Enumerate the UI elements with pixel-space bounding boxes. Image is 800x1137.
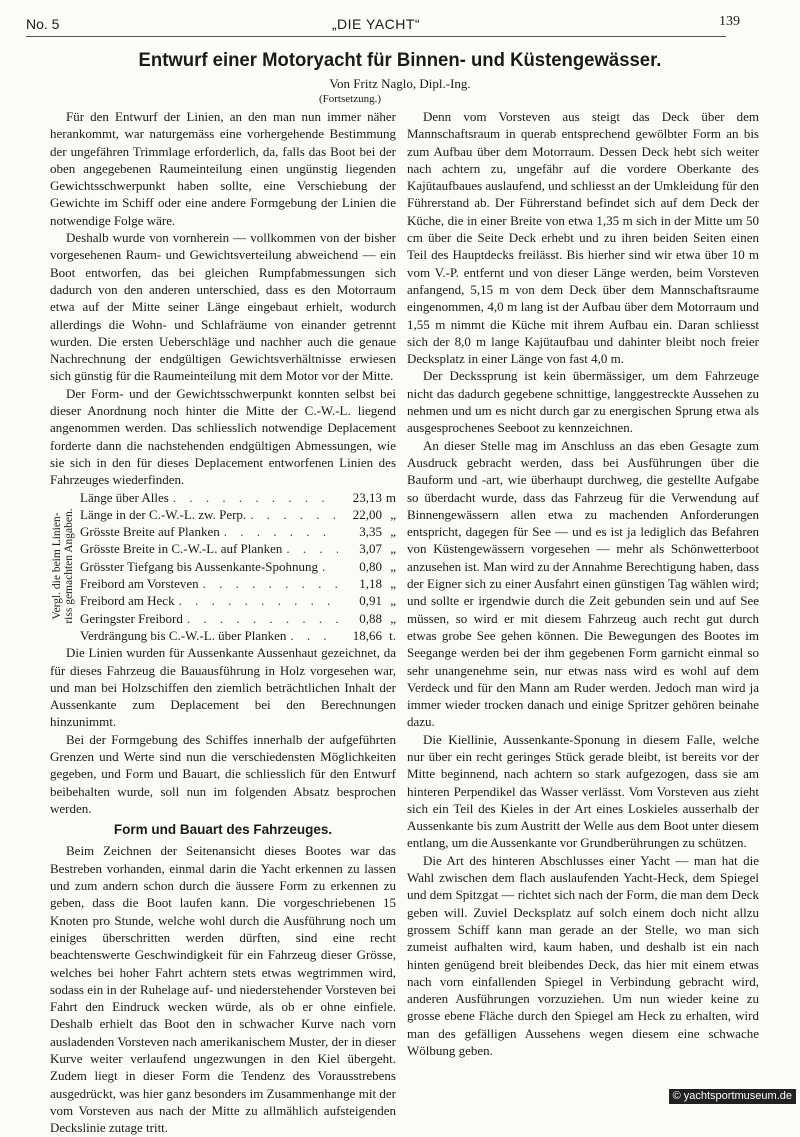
leader-dots [187,610,338,627]
leader-dots [250,506,338,523]
paragraph: Für den Entwurf der Linien, an den man nun immer näher herankommt, war naturgemäss eine vorhergehende Bestimmung der ungefähren Trimmlage erforderlich, da, falls das Boot bei der oben angegebenen Raumeinteilung einen ungünstig liegenden Gewichtsschwerpunkt haben sollte, eine Verschiebung der Gewichte im Schiff oder eine andere Formgebung der Linien die notwendige Folge wäre. [50,109,396,228]
page-number: 139 [719,14,740,29]
dimensions-table [50,489,396,645]
dimension-label: Länge in der C.-W.-L. zw. Perp. [80,506,247,522]
table-row [80,506,396,523]
table-row [80,575,396,592]
dimension-value: 23,13 [352,489,382,505]
dimension-value: 18,66 [352,627,382,643]
issue-number: No. 5 [26,16,60,32]
dimension-value: 0,80 [359,558,382,574]
continuation-note: (Fortsetzung.) [318,93,381,105]
leader-dots [224,523,338,540]
dimension-unit: m [385,489,396,505]
leader-dots [322,558,338,575]
magazine-name: „DIE YACHT“ [331,16,421,32]
paragraph: Beim Zeichnen der Seitenansicht dieses Bootes war das Bestreben vorhanden, einmal darin die Yacht erkennen zu lassen und zum andern schon durch die äussere Form zu erkennen zu geben, dass die Boot laufen kann. Die vorgeschriebenen 15 Knoten pro Stunde, welche wohl durch die Ausführung noch um einiges überschritten werden dürften, sind eine recht beachtenswerte Geschwindigkeit für ein Fahrzeug dieser Grösse, welches bei hoher Fahrt achtern stets etwas wegtrimmen wird, sodass ein in der Ruhelage auf- und niederstehender Vorsteven bei Fahrt den Eindruck wecken würde, als ob er ohne einfiele. Deshalb erhielt das Boot den in schwacher Kurve nach vorn ausladenden Vorsteven nach amerikanischem Muster, der in dieser Kurve weiter verlaufend ungezwungen in den Kiel übergeht. Zudem liegt in dieser Form die Tendenz des Vorausstrebens ausgedrückt, was hier ganz besonders im Zusammenhange mit der vom Vorsteven aus nach der Mitte zu allmählich aufsteigenden Deckslinie zutage tritt. [50,843,396,1136]
paragraph: Der Deckssprung ist kein übermässiger, um dem Fahrzeuge nicht das dadurch gegebene schnittige, langgestreckte Aussehen zu nehmen und um es nicht durch gar zu energischen Sprung etwa als ausgesprochenes Seeboot zu kennzeichnen. [407,368,759,436]
dimension-unit: „ [390,593,396,609]
table-row [80,523,396,540]
dimension-label: Verdrängung bis C.-W.-L. über Planken [80,627,287,643]
paragraph: Die Art des hinteren Abschlusses einer Yacht — man hat die Wahl zwischen dem flach auslaufenden Yacht-Heck, dem Spiegel und dem Spitzgat — richtet sich nach der Form, die man dem Deck geben will. Zuviel Decksplatz auf solch einem doch nicht allzu grossem Schiff kann man gerade an der Stelle, wo man sich zumeist aufhalten wird, kaum haben, und deshalb ist ein nach hinten genügend breit bleibendes Deck, das hier mit einem etwas nach vorn einfallenden Spiegel in Verbindung gebracht wird, anderen Ausführungen vorzuziehen. Um nun wieder keine zu grosse ebene Fläche durch den Spiegel am Heck zu erhalten, wird man des gefälligen Aussehens wegen diesem eine schwache Wölbung geben. [407,852,759,1059]
paragraph: Der Form- und der Gewichtsschwerpunkt konnten selbst bei dieser Anordnung noch hinter die Mitte der C.-W.-L. liegend angenommen werden. Das schliesslich notwendige Deplacement forderte dann die nachstehenden endgültigen Abmessungen, wie sie sich in den für dieses Deplacement entworfenen Linien des Fahrzeuges wiederfinden. [50,385,396,488]
leader-dots [203,575,338,592]
left-column [50,108,396,1137]
paragraph: Die Linien wurden für Aussenkante Aussenhaut gezeichnet, da für dieses Fahrzeug die Bauausführung in Holz vorgesehen war, und man bei Holzschiffen den ziemlich beträchtlichen Inhalt der Aussenkante zum Deplacement bei den Berechnungen hinzunimmt. [50,645,396,730]
table-row [80,540,396,557]
dimension-unit: „ [390,558,396,574]
dimension-label: Grösster Tiefgang bis Aussenkante-Spohnung [80,558,318,574]
table-row [80,627,396,644]
table-side-label: Vergl. die beim Linien- riss gemachten Angaben. [51,508,75,625]
leader-dots [290,627,338,644]
leader-dots [286,540,338,557]
table-row [80,592,396,609]
leader-dots [173,489,338,506]
dimension-value: 1,18 [359,576,382,592]
dimension-value: 0,88 [359,610,382,626]
dimension-label: Freibord am Vorsteven [80,576,199,592]
article-title: Entwurf einer Motoryacht für Binnen- und Küstengewässer. [138,49,662,71]
running-header [26,14,740,37]
dimension-label: Freibord am Heck [80,593,175,609]
paragraph: Die Kiellinie, Aussenkante-Sponung in diesem Falle, welche nur über ein recht geringes Stück gerade bleibt, ist bereits vor der Mitte beginnend, nach achtern so stark aufgezogen, dass sie am hinteren Perpendikel das Wasser verlässt. Vom Vorsteven aus zieht sich ein Teil des Kieles in der Art eines Loskieles ausserhalb der Aussenkante bis zum Austritt der Welle aus dem Boot unter diesem entlang, um die Aussenkante vor Grundberührungen zu schützen. [407,731,759,851]
dimension-value: 0,91 [359,593,382,609]
watermark: © yachtsportmuseum.de [669,1089,796,1104]
dimension-label: Geringster Freibord [80,610,183,626]
leader-dots [179,592,338,609]
dimension-value: 3,07 [359,541,382,557]
dimension-value: 22,00 [352,506,382,522]
dimension-unit: „ [390,524,396,540]
right-column [407,108,759,1059]
dimension-unit: „ [390,506,396,522]
table-row [80,610,396,627]
article-byline: Von Fritz Naglo, Dipl.-Ing. [329,76,471,91]
paragraph: Bei der Formgebung des Schiffes innerhalb der aufgeführten Grenzen und Werte sind nun die verschiedensten Möglichkeiten gegeben, und Form und Bauart, die schliesslich für den Entwurf beibehalten wurde, soll nun im folgenden Absatz besprochen werden. [50,731,396,816]
dimension-unit: t. [389,627,396,643]
dimension-label: Grösste Breite in C.-W.-L. auf Planken [80,541,283,557]
paragraph: An dieser Stelle mag im Anschluss an das eben Gesagte zum Ausdruck gebracht werden, dass bei Ausführungen über die Bauform und -art, wie überhaupt durchweg, die gestellte Aufgabe so überdacht wurde, dass das Fahrzeug für die Verwendung auf Binnengewässern allen etwa zu machenden Anforderungen entspricht, dagegen für See — und es ist ja lediglich das Befahren von Küstengewässern vorgesehen — mehr als Schönwetterboot anzusehen ist. Man wird zu der Annahme Berechtigung haben, dass der Eigner sich zu einer Ausfahrt einen günstigen Tag wählen wird; und sollte er irgendwie durch die Zeit gebunden sein und auf See müssen, so wird er mit diesem Fahrzeug auch recht gut durch etwas grobe See gehen können. Die Bewegungen des Bootes im Seegange werden bei der ihm gegebenen Form garnicht einmal so sehr unangenehme sein, nur etwas nass wird es wohl auf dem Verdeck und für den Mann am Ruder werden. Jedoch man wird ja immer wieder trocken danach und einige Spritzer gehören beinahe dazu. [407,437,759,730]
dimension-label: Grösste Breite auf Planken [80,524,220,540]
paragraph: Deshalb wurde von vornherein — vollkommen von der bisher vorgesehenen Raum- und Gewichtsverteilung abweichend — ein Boot entworfen, das bei gleichen Rumpfabmessungen sich dadurch von den anderen unterschied, dass es den Motorraum etwa auf der Mitte seiner Länge eingebaut erhielt, wodurch allerdings die Wohn- und Schlafräume von einander getrennt wurden. Die ersten Ueberschläge und nachher auch die genaue Nachrechnung der endgültigen Gewichtsverhältnisse erwiesen sich günstig für die Raumeinteilung mit dem Motor vor der Mitte. [50,230,396,384]
dimension-unit: „ [390,610,396,626]
dimension-unit: „ [390,576,396,592]
table-row [80,489,396,506]
dimension-label: Länge über Alles [80,489,169,505]
paragraph: Denn vom Vorsteven aus steigt das Deck über dem Mannschaftsraum in querab entsprechend gewölbter Form an bis zum Aufbau über dem Motorraum. Dessen Deck hebt sich weiter nach achtern zu, ungefähr auf die vordere Oberkante des Kajütaufbaues auslaufend, und schliesst an der Umkleidung für den Führerstand ab. Der Führerstand befindet sich auf dem Deck der Küche, die in einer Breite von etwa 1,35 m sich in der Mitte um 50 cm über die Seite Deck erhebt und zu ihren beiden Seiten einen Teil des Hauptdecks freilässt. Bis hierher sind wir etwa über 10 m vom V.-P. entfernt und von dieser Länge werden, beim Vorsteven anfangend, 5,15 m von dem Deck über dem Mannschaftsraume eingenommen, 4,0 m lang ist der Aufbau über dem Motorraum und 1,55 m nimmt die Küche mit ihrem Aufbau ein. Daran schliesst sich der 8,0 m lange Kajütaufbau und dahinter bleibt noch freier Decksplatz in einer Länge von fast 4,0 m. [407,109,759,367]
dimension-value: 3,35 [359,524,382,540]
section-heading: Form und Bauart des Fahrzeuges. [113,822,333,838]
dimension-unit: „ [390,541,396,557]
table-row [80,558,396,575]
